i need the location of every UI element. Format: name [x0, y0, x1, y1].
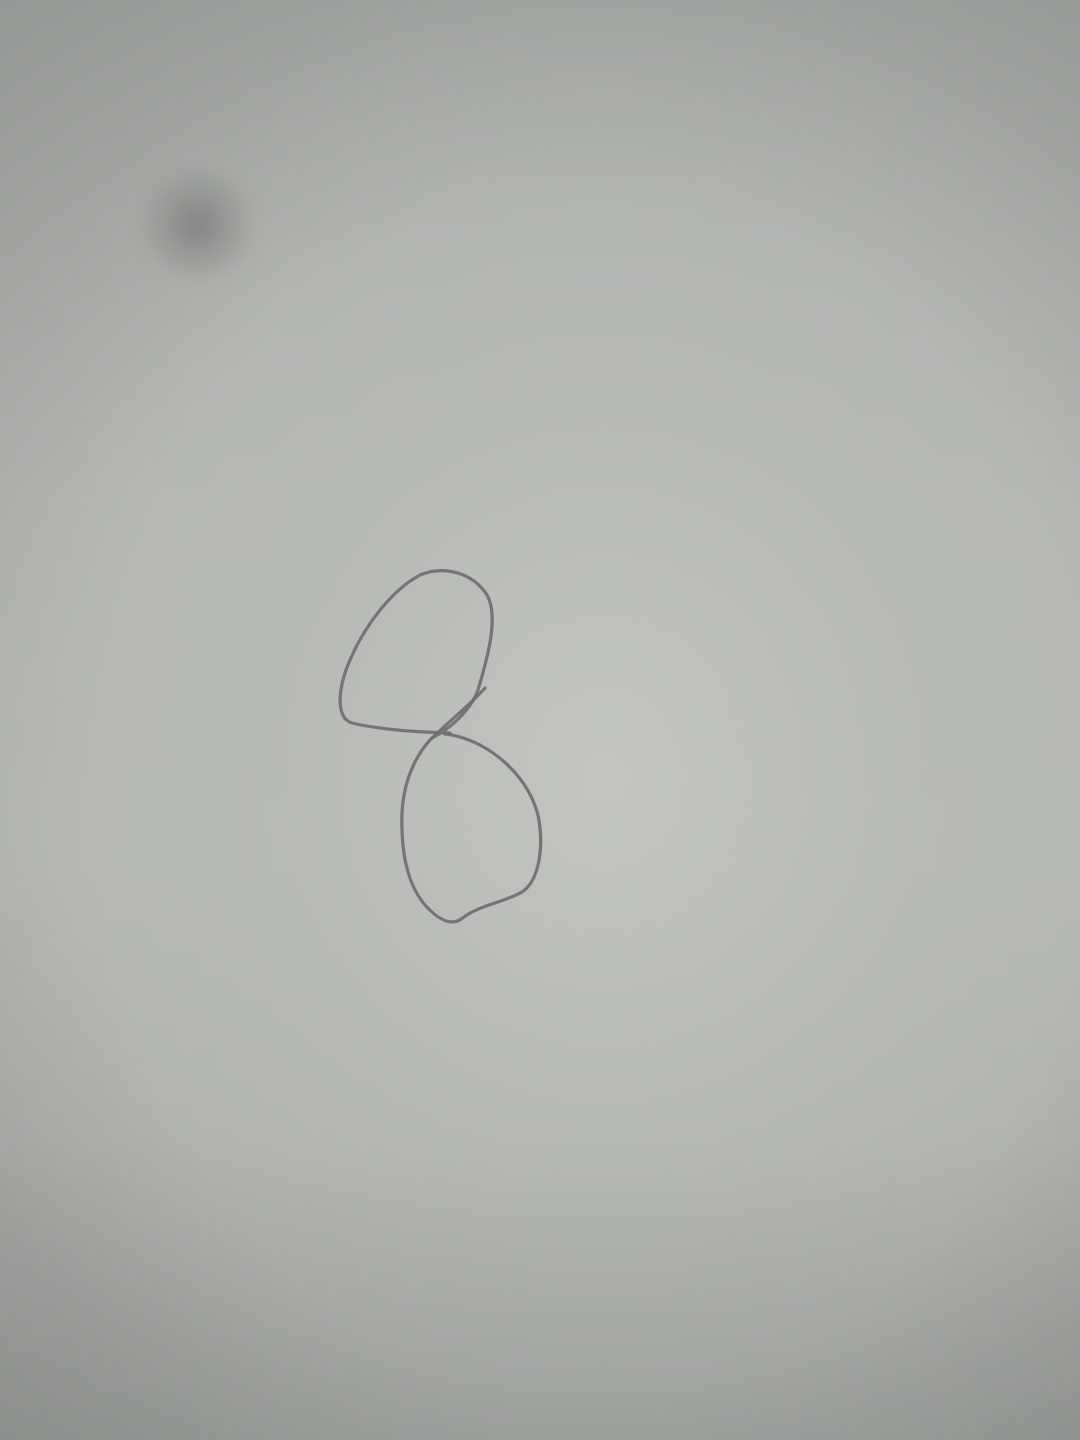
digit-lower-loop [402, 688, 541, 922]
digit-upper-loop [340, 571, 492, 738]
